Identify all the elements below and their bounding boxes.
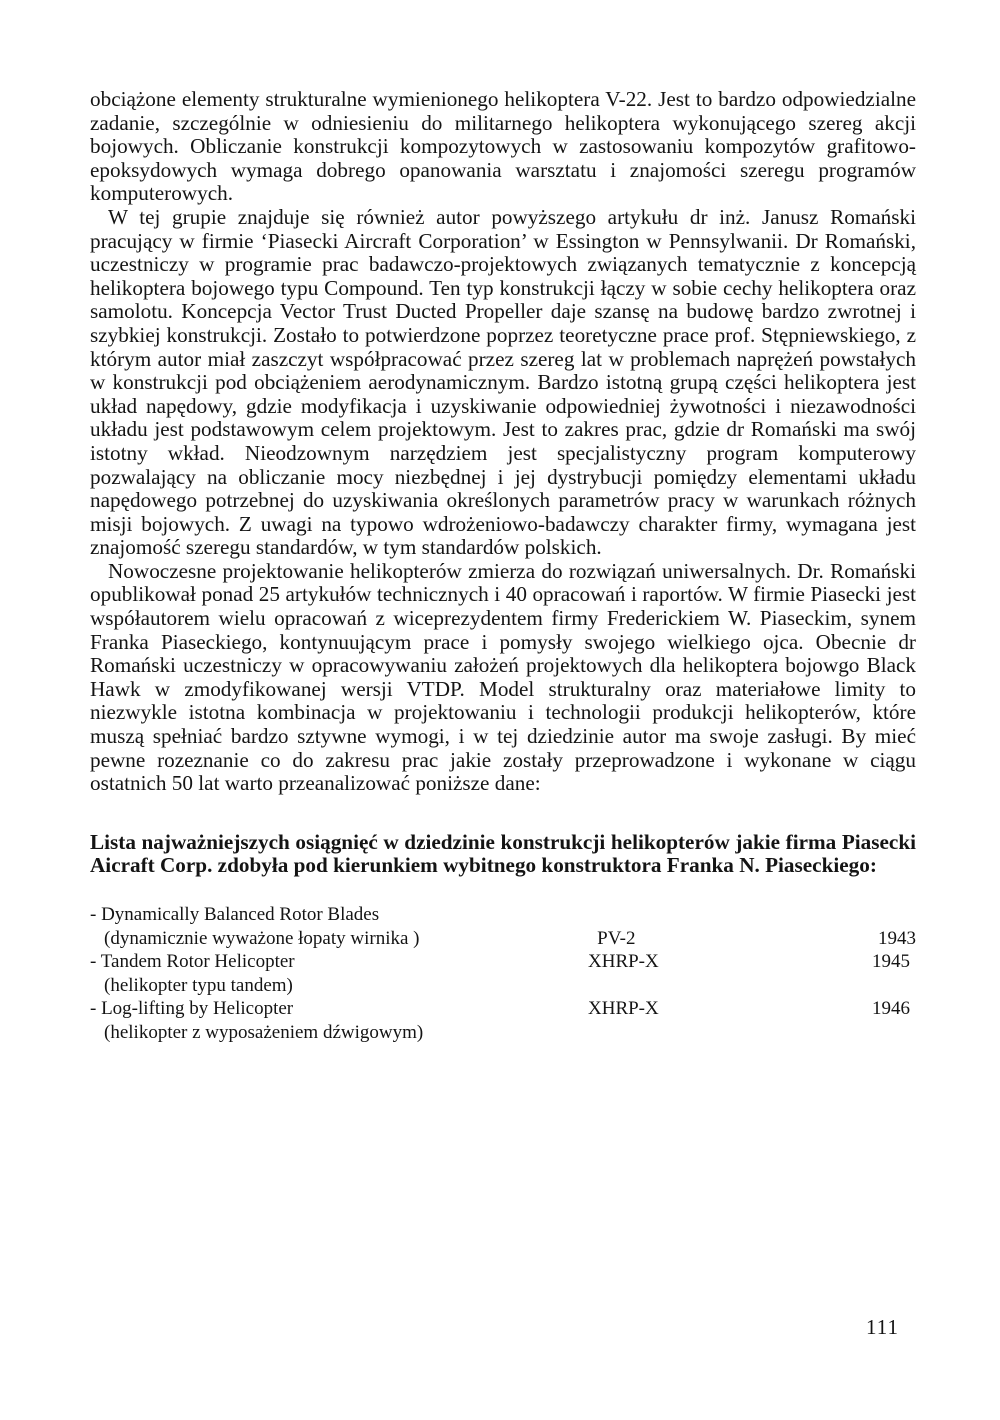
achievement-year: 1946 [872, 998, 910, 1019]
achievement-name: - Tandem Rotor Helicopter [90, 951, 295, 972]
achievement-year: 1945 [872, 951, 910, 972]
page-number: 111 [866, 1315, 899, 1339]
achievement-name: - Log-lifting by Helicopter [90, 998, 294, 1019]
achievements-list [90, 903, 916, 1044]
list-item [90, 997, 916, 1044]
section-heading: Lista najważniejszych osiągnięć w dziedzinie konstrukcji helikopterów jakie firma Piasecki Aicraft Corp. zdobyła pod kierunkiem wybitnego konstruktora Franka N. Piaseckiego: [90, 829, 916, 878]
paragraph-1: obciążone elementy strukturalne wymienionego helikoptera V-22. Jest to bardzo odpowiedzialne zadanie, szczególnie w odniesieniu do militarnego helikoptera wykonującego szereg akcji bojowych. Obliczanie konstrukcji kompozytowych w zastosowaniu kompozytów grafitowo-epoksydowych wymaga dobrego opanowania warsztatu i znajomości szeregu programów komputerowych. [90, 87, 916, 206]
paragraph-3: Nowoczesne projektowanie helikopterów zmierza do rozwiązań uniwersalnych. Dr. Romański opublikował ponad 25 artykułów technicznych i 40 opracowań i raportów. W firmie Piasecki jest współautorem wielu opracowań z wiceprezydentem firmy Frederickiem W. Piaseckim, synem Franka Piaseckiego, kontynuującym prace i pomysły swojego wielkiego ojca. Obecnie dr Romański uczestniczy w opracowywaniu założeń projektowych dla helikoptera bojowgo Black Hawk w zmodyfikowanej wersji VTDP. Model strukturalny oraz materiałowe limity to niezwykle istotna kombinacja w projektowaniu i technologii produkcji helikopterów, które muszą spełniać bardzo sztywne wymogi, i w tej dziedzinie autor ma swoje zasługi. By mieć pewne rozeznanie co do zakresu prac jakie zostały przeprowadzone i wykonane w ciągu ostatnich 50 lat warto przeanalizować poniższe dane: [90, 558, 916, 796]
achievement-translation: (helikopter z wyposażeniem dźwigowym) [104, 1021, 424, 1043]
paragraph-2: W tej grupie znajduje się również autor powyższego artykułu dr inż. Janusz Romański pracujący w firmie ‘Piasecki Aircraft Corporation’ w Essington w Pennsylwanii. Dr Romański, uczestniczy w programie prac badawczo-projektowych związanych tematycznie z koncepcją helikoptera bojowego typu Compound. Ten typ konstrukcji łączy w sobie cechy helikoptera oraz samolotu. Koncepcja Vector Trust Ducted Propeller daje szansę na budowę bardzo zwrotnej i szybkiej konstrukcji. Zostało to potwierdzone poprzez teoretyczne prace prof. Stępniewskiego, z którym autor miał zaszczyt współpracować przez szereg lat w problemach naprężeń powstałych w konstrukcji pod obciążeniem aerodynamicznym. Bardzo istotną grupą części helikoptera jest układ napędowy, gdzie modyfikacja i uzyskiwanie odpowiedniej żywotności i niezawodności układu jest podstawowym celem projektowym. Jest to zakres prac, gdzie dr Romański ma swój istotny wkład. Nieodzownym narzędziem jest specjalistyczny program komputerowy pozwalający na obliczanie mocy niezbędnej i jej dystrybucji pomiędzy elementami układu napędowego potrzebnej do uzyskiwania określonych parametrów pracy w warunkach różnych misji bojowych. Z uwagi na typowo wdrożeniowo-badawczy charakter firmy, wymagana jest znajomość szeregu standardów, w tym standardów polskich. [90, 204, 916, 560]
list-item [90, 903, 916, 950]
achievement-year: 1943 [878, 927, 916, 949]
achievement-translation: (dynamicznie wyważone łopaty wirnika ) [104, 927, 420, 949]
achievement-translation: (helikopter typu tandem) [104, 974, 293, 996]
achievement-model: PV-2 [597, 927, 636, 949]
achievement-model: XHRP-X [588, 998, 659, 1019]
list-item [90, 950, 916, 997]
document-page [90, 88, 916, 1044]
achievement-name: - Dynamically Balanced Rotor Blades [90, 904, 380, 925]
achievement-model: XHRP-X [588, 951, 659, 972]
